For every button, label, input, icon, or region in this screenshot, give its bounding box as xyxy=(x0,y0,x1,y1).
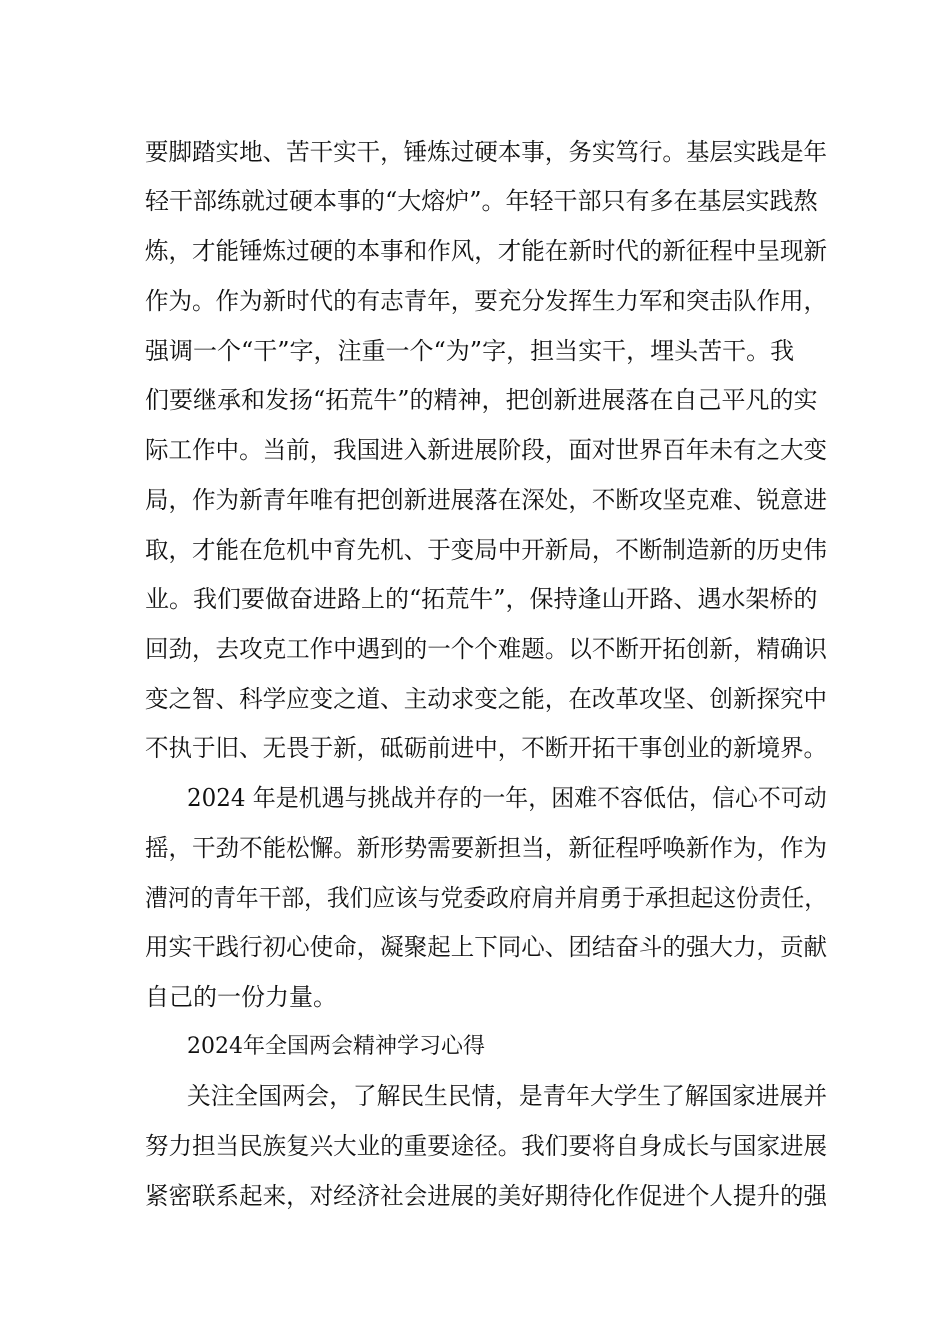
text-line: 业。我们要做奋进路上的“拓荒牛”，保持逢山开路、遇水架桥的 xyxy=(145,585,818,613)
text-line: 自己的一份力量。 xyxy=(145,983,337,1011)
text-line: 局，作为新青年唯有把创新进展落在深处，不断攻坚克难、锐意进 xyxy=(145,486,828,514)
text-line: 要脚踏实地、苦干实干，锤炼过硬本事，务实笃行。基层实践是年 xyxy=(145,138,828,166)
text-line: 轻干部练就过硬本事的“大熔炉”。年轻干部只有多在基层实践熬 xyxy=(145,187,818,215)
text-line: 用实干践行初心使命，凝聚起上下同心、团结奋斗的强大力，贡献 xyxy=(145,933,828,961)
section-title: 2024年全国两会精神学习心得 xyxy=(187,1034,485,1059)
text-line: 们要继承和发扬“拓荒牛”的精神，把创新进展落在自己平凡的实 xyxy=(145,386,818,414)
paragraph-first-line: 关注全国两会，了解民生民情，是青年大学生了解国家进展并 xyxy=(187,1082,828,1110)
text-line: 变之智、科学应变之道、主动求变之能，在改革攻坚、创新探究中 xyxy=(145,685,828,713)
text-line: 取，才能在危机中育先机、于变局中开新局，不断制造新的历史伟 xyxy=(145,536,828,564)
text-line: 回劲，去攻克工作中遇到的一个个难题。以不断开拓创新，精确识 xyxy=(145,635,828,663)
text-line: 际工作中。当前，我国进入新进展阶段，面对世界百年未有之大变 xyxy=(145,436,828,464)
text-line: 炼，才能锤炼过硬的本事和作风，才能在新时代的新征程中呈现新 xyxy=(145,237,828,265)
text-line: 紧密联系起来，对经济社会进展的美好期待化作促进个人提升的强 xyxy=(145,1182,828,1210)
text-line: 努力担当民族复兴大业的重要途径。我们要将自身成长与国家进展 xyxy=(145,1132,828,1160)
text-line: 摇，干劲不能松懈。新形势需要新担当，新征程呼唤新作为，作为 xyxy=(145,834,828,862)
text-line: 作为。作为新时代的有志青年，要充分发挥生力军和突击队作用， xyxy=(145,287,828,315)
text-line: 漕河的青年干部，我们应该与党委政府肩并肩勇于承担起这份责任， xyxy=(145,884,827,912)
paragraph-first-line: 2024 年是机遇与挑战并存的一年，困难不容低估，信心不可动 xyxy=(187,784,827,812)
text-line: 强调一个“干”字，注重一个“为”字，担当实干，埋头苦干。我 xyxy=(145,337,795,365)
text-line: 不执于旧、无畏于新，砥砺前进中，不断开拓干事创业的新境界。 xyxy=(145,734,828,762)
